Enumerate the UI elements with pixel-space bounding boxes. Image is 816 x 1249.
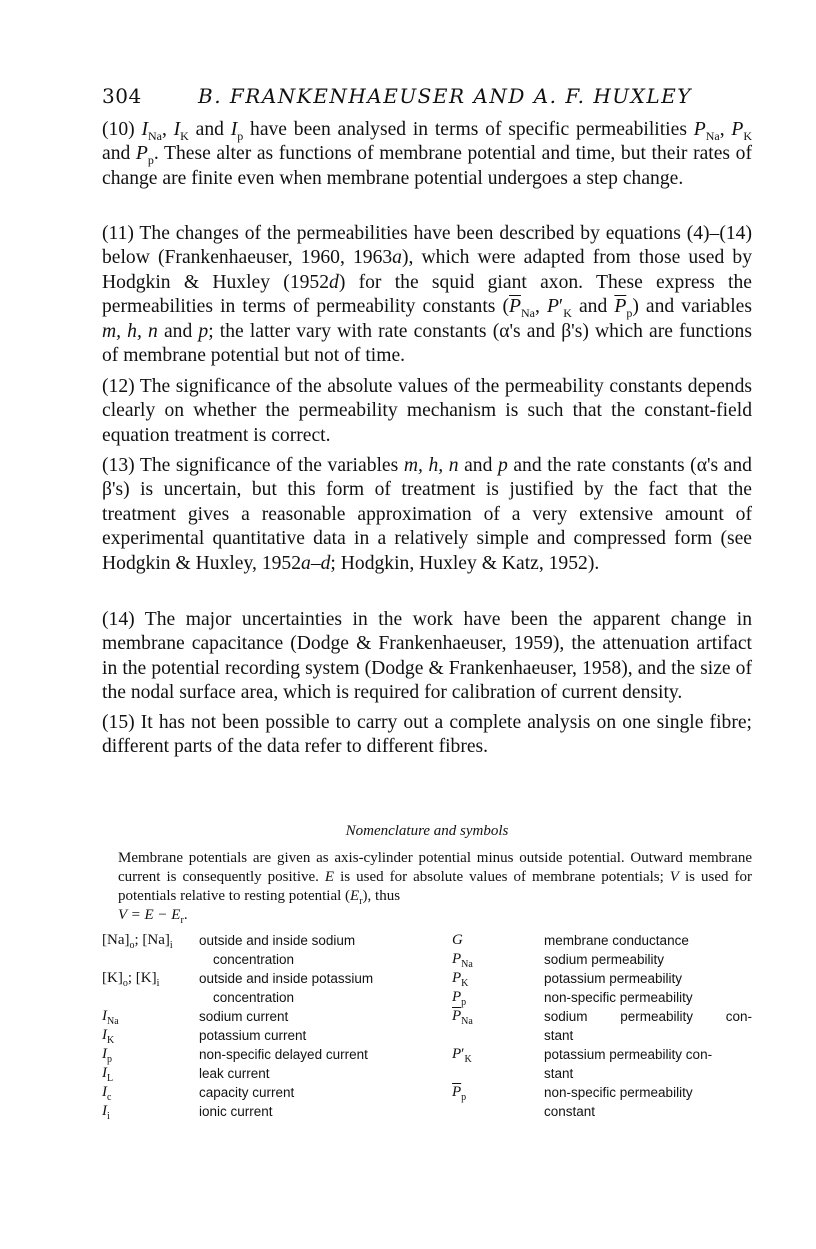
paragraph-12: (12) The significance of the absolute values of the permeability constants depends clearly on whether the permeability mechanism is such that the constant-field equation treatment is correct.	[102, 376, 752, 446]
paragraph-10: (10) $I_{Na}$, $I_K$ and $I_p$ have been analysed in terms of specific permeabilities $P_{Na}$, $P_K$ and $P_p$. These alter as functions of membrane potential and time, but their rates of change are finite even when membrane potential undergoes a step change.	[102, 119, 753, 189]
symbol-p-k-prime: $P'_K$	[452, 1046, 472, 1065]
definition-i-c: capacity current	[199, 1085, 295, 1100]
definition-p-na: sodium permeability	[544, 952, 665, 967]
nomenclature-intro: Membrane potentials are given as axis-cylinder potential minus outside potential. Outward membrane current is consequently positive. E is used for absolute values of membrane potentials; V is used for potentials relative to resting potential $(E_r)$, thus $V = E - E_r$.	[118, 850, 752, 926]
definition-p-p: non-specific permeability	[544, 990, 693, 1005]
symbol-i-p: $I_p$	[102, 1046, 112, 1065]
symbol-p-p: $P_p$	[452, 989, 467, 1008]
definition-i-k: potassium current	[199, 1028, 307, 1043]
definition-i-na: sodium current	[199, 1009, 289, 1024]
nomenclature-title: Nomenclature and symbols	[345, 823, 509, 839]
definition-p-na-bar: sodium permeability con- stant	[544, 1009, 752, 1043]
definition-i-i: ionic current	[199, 1104, 273, 1119]
definition-na-conc: outside and inside sodium concentration	[199, 933, 356, 967]
definition-i-p: non-specific delayed current	[199, 1047, 368, 1062]
running-title: B. FRANKENHAEUSER AND A. F. HUXLEY	[198, 84, 692, 108]
paragraph-14: (14) The major uncertainties in the work have been the apparent change in membrane capacitance (Dodge & Frankenhaeuser, 1959), the attenuation artifact in the potential recording system (Dodge & Frankenhaeuser, 1958), and the size of the nodal surface area, which is required for calibration of current density.	[102, 609, 752, 704]
symbol-g: G	[452, 932, 463, 948]
page-number: 304	[102, 84, 142, 108]
paragraph-13: (13) The significance of the variables m, h, n and p and the rate constants (α's and β's) is uncertain, but this form of treatment is justified by the fact that the treatment gives a reasonable approximation of a very extensive amount of experimental quantitative data in a relatively simple and compressed form (see Hodgkin & Huxley, 1952a–d; Hodgkin, Huxley & Katz, 1952).	[102, 455, 752, 574]
symbol-k-conc: $[K]_o$; $[K]_i$	[102, 970, 160, 989]
symbol-i-c: $I_c$	[102, 1084, 112, 1103]
definition-p-k-prime: potassium permeability con- stant	[544, 1047, 713, 1081]
symbol-p-na-bar: $\overline{P}_{Na}$	[452, 1008, 473, 1027]
definition-p-k: potassium permeability	[544, 971, 683, 986]
symbol-p-p-bar: $\overline{P}_p$	[452, 1084, 467, 1103]
paragraph-15: (15) It has not been possible to carry out a complete analysis on one single fibre; different parts of the data refer to different fibres.	[102, 712, 752, 758]
symbol-p-na: $P_{Na}$	[452, 951, 473, 970]
symbol-i-k: $I_K$	[102, 1027, 115, 1046]
paragraph-11: (11) The changes of the permeabilities have been described by equations (4)–(14) below (Frankenhaeuser, 1960, 1963a), which were adapted from those used by Hodgkin & Huxley (1952d) for the squid giant axon. These express the permeabilities in terms of permeability constants ($\overline{P}_{Na}$, $P'_K$ and $\overline{P}_p$) and variables m, h, n and p; the latter vary with rate constants (α's and β's) which are functions of membrane potential but not of time.	[102, 223, 753, 367]
definition-i-l: leak current	[199, 1066, 270, 1081]
definition-k-conc: outside and inside potassium concentration	[199, 971, 374, 1005]
symbol-p-k: $P_K$	[452, 970, 469, 989]
page-header	[102, 84, 722, 110]
symbol-na-conc: $[Na]_o$; $[Na]_i$	[102, 932, 173, 951]
definition-p-p-bar: non-specific permeability constant	[544, 1085, 693, 1119]
symbol-i-na: $I_{Na}$	[102, 1008, 119, 1027]
symbol-i-l: $I_L$	[102, 1065, 114, 1084]
symbol-i-i: $I_i$	[102, 1103, 110, 1122]
definition-g: membrane conductance	[544, 933, 689, 948]
